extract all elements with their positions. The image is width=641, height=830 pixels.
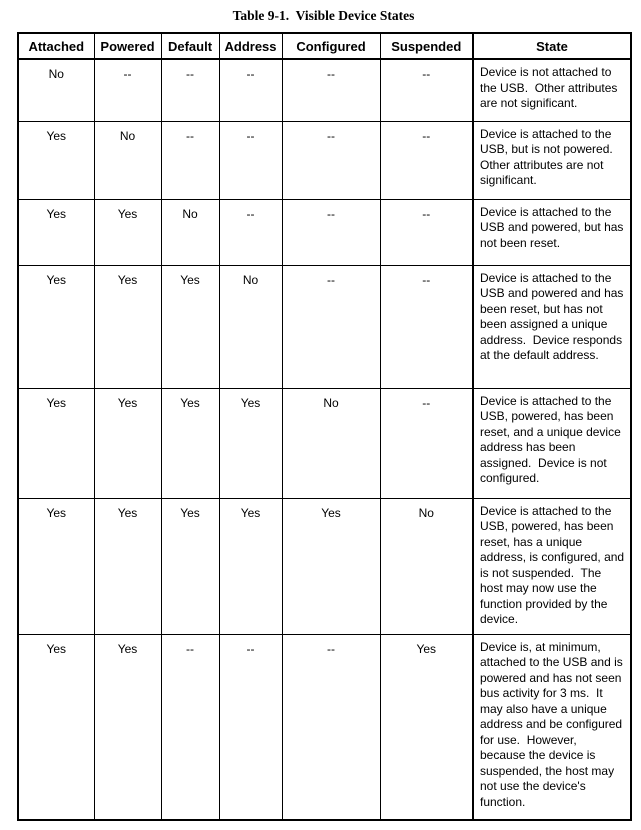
- cell-default: No: [161, 199, 219, 265]
- cell-address: --: [219, 121, 282, 199]
- state-cell: Device is attached to the USB, but is not powered. Other attributes are not significant.: [473, 121, 631, 199]
- table-row: [18, 498, 631, 634]
- cell-suspended: Yes: [380, 634, 473, 820]
- cell-suspended: --: [380, 59, 473, 121]
- table-row: [18, 388, 631, 498]
- state-cell: Device is not attached to the USB. Other attributes are not significant.: [473, 59, 631, 121]
- cell-address: Yes: [219, 498, 282, 634]
- cell-powered: --: [94, 59, 161, 121]
- cell-powered: No: [94, 121, 161, 199]
- table-row: [18, 199, 631, 265]
- cell-configured: --: [282, 199, 380, 265]
- cell-default: --: [161, 59, 219, 121]
- cell-suspended: --: [380, 199, 473, 265]
- visible-device-states-table: [17, 32, 632, 821]
- header-cell-attached: Attached: [18, 33, 94, 59]
- state-cell: Device is attached to the USB, powered, has been reset, has a unique address, is configured, and is not suspended. The host may now use the function provided by the device.: [473, 498, 631, 634]
- header-cell-configured: Configured: [282, 33, 380, 59]
- table-row: [18, 59, 631, 121]
- table-body: [18, 59, 631, 820]
- cell-address: --: [219, 634, 282, 820]
- header-cell-address: Address: [219, 33, 282, 59]
- cell-suspended: --: [380, 388, 473, 498]
- cell-attached: Yes: [18, 388, 94, 498]
- table-title: Table 9-1. Visible Device States: [232, 8, 415, 23]
- cell-address: No: [219, 265, 282, 388]
- header-cell-state: State: [473, 33, 631, 59]
- cell-powered: Yes: [94, 388, 161, 498]
- cell-address: Yes: [219, 388, 282, 498]
- cell-configured: --: [282, 634, 380, 820]
- cell-attached: Yes: [18, 634, 94, 820]
- cell-powered: Yes: [94, 634, 161, 820]
- cell-suspended: --: [380, 265, 473, 388]
- cell-address: --: [219, 199, 282, 265]
- cell-attached: Yes: [18, 199, 94, 265]
- state-cell: Device is attached to the USB and powered and has been reset, but has not been assigned a unique address. Device responds at the default address.: [473, 265, 631, 388]
- table-row: [18, 121, 631, 199]
- cell-configured: Yes: [282, 498, 380, 634]
- cell-configured: --: [282, 265, 380, 388]
- cell-attached: Yes: [18, 121, 94, 199]
- cell-attached: Yes: [18, 498, 94, 634]
- cell-suspended: --: [380, 121, 473, 199]
- cell-attached: No: [18, 59, 94, 121]
- state-cell: Device is, at minimum, attached to the USB and is powered and has not seen bus activity for 3 ms. It may also have a unique address and be configured for use. However, because the device is suspended, the host may not use the device's function.: [473, 634, 631, 820]
- header-cell-suspended: Suspended: [380, 33, 473, 59]
- cell-powered: Yes: [94, 265, 161, 388]
- cell-attached: Yes: [18, 265, 94, 388]
- header-cell-powered: Powered: [94, 33, 161, 59]
- cell-configured: --: [282, 121, 380, 199]
- cell-suspended: No: [380, 498, 473, 634]
- cell-powered: Yes: [94, 498, 161, 634]
- cell-address: --: [219, 59, 282, 121]
- table-row: [18, 634, 631, 820]
- cell-configured: --: [282, 59, 380, 121]
- state-cell: Device is attached to the USB and powered, but has not been reset.: [473, 199, 631, 265]
- header-cell-default: Default: [161, 33, 219, 59]
- state-cell: Device is attached to the USB, powered, has been reset, and a unique device address has been assigned. Device is not configured.: [473, 388, 631, 498]
- cell-default: --: [161, 634, 219, 820]
- cell-default: Yes: [161, 388, 219, 498]
- table-row: [18, 265, 631, 388]
- cell-powered: Yes: [94, 199, 161, 265]
- cell-default: Yes: [161, 498, 219, 634]
- cell-default: Yes: [161, 265, 219, 388]
- table-header-row: [18, 33, 631, 59]
- cell-default: --: [161, 121, 219, 199]
- cell-configured: No: [282, 388, 380, 498]
